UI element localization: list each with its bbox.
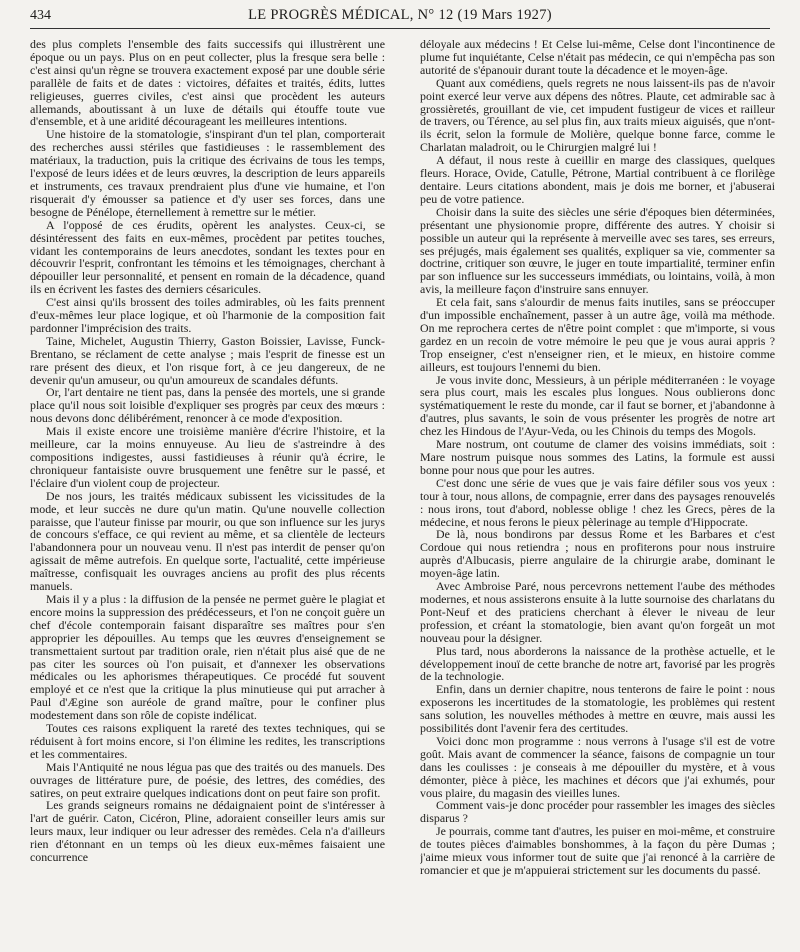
- paragraph: Taine, Michelet, Augustin Thierry, Gaston Boissier, Lavisse, Funck-Brentano, se réclament de cette analyse ; mais l'esprit de finesse est un rare présent des dieux, et l'on risque fort, à ce jeu dangereux, de ne devenir qu'un amuseur, ou qu'un amoureux de scandales défunts.: [30, 333, 385, 387]
- paragraph: Or, l'art dentaire ne tient pas, dans la pensée des mortels, une si grande place qu'il nous soit loisible d'expliquer ses progrès par ceux des mœurs : nous devons donc délibérément, renoncer à ce mode d'exposition.: [30, 385, 385, 426]
- paragraph: Les grands seigneurs romains ne dédaignaient point de s'intéresser à l'art de guérir. Caton, Cicéron, Pline, adoraient conseiller leurs amis sur leurs maux, leur indiquer ou leur adresser des remèdes. Cela n'a d'ailleurs rien d'étonnant en un temps où les dieux eux-mêmes faisaient une concurrence: [30, 798, 385, 865]
- paragraph: des plus complets l'ensemble des faits successifs qui illustrèrent une époque ou un pays. Plus on en peut collecter, plus la fresque sera belle : c'est ainsi qu'un règne se trouvera exactement exposé par une double série parallèle de faits et de dates : victoires, défaites et traités, édits, luttes religieuses, guerres civiles, c'est ainsi que procèdent les auteurs allemands, aboutissant à un luxe de détails qui étouffe toute vue d'ensemble, et à une aridité décourageant les meilleures intentions.: [30, 38, 385, 129]
- page-number: 434: [30, 8, 51, 23]
- paragraph: Mais il existe encore une troisième manière d'écrire l'histoire, et la meilleure, car la moins ennuyeuse. Au lieu de s'astreindre à des compositions indigestes, aussi fastidieuses à réunir qu'à écrire, le chroniqueur fantaisiste ouvre brusquement une fenêtre sur le passé, et l'éclaire d'un violent coup de projecteur.: [30, 424, 385, 490]
- paragraph: Toutes ces raisons expliquent la rareté des textes techniques, qui se réduisent à fort moins encore, si l'on élimine les redites, les transcriptions et les commentaires.: [30, 721, 385, 761]
- paragraph: C'est donc une série de vues que je vais faire défiler sous vos yeux : tour à tour, nous allons, de compagnie, errer dans des paysages renouvelés : nous irons, tout d'abord, noblesse oblige ! chez les Grecs, pères de la médecine, et nous ferons le pieux pèlerinage au temple d'Hippocrate.: [420, 475, 775, 529]
- paragraph: Une histoire de la stomatologie, s'inspirant d'un tel plan, comporterait des recherches aussi stériles que fastidieuses : le rassemblement des matériaux, la traduction, puis la critique des écrivains de tous les temps, l'exposé de leurs idées et de leurs œuvres, la description de leurs appareils et instruments, ces travaux prendraient plus d'une vie humaine, et l'on risquerait d'y émousser sa patience et d'y user ses forces, dans une besogne de Pénélope, éternellement à remettre sur le métier.: [30, 127, 385, 219]
- paragraph: Je vous invite donc, Messieurs, à un périple méditerranéen : le voyage sera plus court, mais les escales plus longues. Nous oublierons donc systématiquement le reste du monde, car il faut se borner, et j'abandonne à d'autres, plus savants, le soin de vous présenter les progrès de notre art chez les Hindous de l'Ayur-Veda, ou les Chinois du temps des Mogols.: [420, 372, 775, 439]
- page-header: [30, 6, 770, 29]
- paragraph: A l'opposé de ces érudits, opèrent les analystes. Ceux-ci, se désintéressent des faits en eux-mêmes, procèdent par petites touches, vidant les contemporains de leurs anecdotes, sondant les textes pour en découvrir l'esprit, confrontant les témoins et les témoignages, cherchant à dépouiller leur personnalité, et pensent en romain de la décadence, quand ils en écrivent les fastes des derniers césaricules.: [30, 217, 385, 297]
- paragraph: déloyale aux médecins ! Et Celse lui-même, Celse dont l'incontinence de plume fut inquiétante, Celse n'était pas médecin, ce qui n'empêcha pas son autorité de s'épanouir durant toute la décadence et le moyen-âge.: [420, 38, 775, 77]
- paragraph: A défaut, il nous reste à cueillir en marge des classiques, quelques fleurs. Horace, Ovide, Catulle, Pétrone, Martial contribuent à ce florilège dentaire. Leurs citations abondent, mais je dois me borner, et j'abuserai peu de votre patience.: [420, 153, 775, 206]
- paragraph: Et cela fait, sans s'alourdir de menus faits inutiles, sans se préoccuper d'un impossible enchaînement, passer à un autre âge, voilà ma méthode. On me reprochera certes de n'être point complet : que m'importe, si vous gardez en un recoin de votre mémoire le peu que je vous aurai appris ? Trop enseigner, c'est n'enseigner rien, et le mieux, en histoire comme ailleurs, est toujours l'ennemi du bien.: [420, 295, 775, 374]
- running-title: LE PROGRÈS MÉDICAL, N° 12 (19 Mars 1927): [248, 7, 552, 23]
- right-text-column: [420, 38, 775, 944]
- paragraph: Comment vais-je donc procéder pour rassembler les images des siècles disparus ?: [420, 798, 775, 826]
- left-text-column: [30, 38, 385, 944]
- paragraph: Je pourrais, comme tant d'autres, les puiser en moi-même, et construire de toutes pièces d'aimables bonshommes, à la façon du père Dumas ; j'aime mieux vous informer tout de suite que j'ai renoncé à la carrière de romancier et que je m'appuierai strictement sur les documents du passé.: [420, 824, 775, 877]
- paragraph: De nos jours, les traités médicaux subissent les vicissitudes de la mode, et leur succès ne dure qu'un matin. Qu'une nouvelle collection paraisse, que l'auteur finisse par mourir, ou que son influence sur les jurys de concours s'efface, ce qui revient au même, et sa clientèle de lecteurs l'abandonnera pour un nouveau venu. Il n'est pas interdit de penser qu'on agissait de même autrefois. En quelque sorte, l'actualité, cette impérieuse maîtresse, confisquait les ouvrages anciens au profit des plus récents manuels.: [30, 488, 385, 594]
- paragraph: Plus tard, nous aborderons la naissance de la prothèse actuelle, et le développement inouï de cette branche de notre art, favorisé par les progrès de la technologie.: [420, 643, 775, 684]
- paragraph: Mare nostrum, ont coutume de clamer des voisins immédiats, soit : Mare nostrum puisque nous sommes des Latins, la formule est aussi bonne pour nous que pour les autres.: [420, 437, 775, 477]
- paragraph: Choisir dans la suite des siècles une série d'époques bien déterminées, présentant une physionomie propre, différente des autres. Y choisir si possible un auteur qui la représente à merveille avec ses tares, ses erreurs, ses préjugés, mais également ses qualités, expliquer sa vie, commenter sa doctrine, critiquer son œuvre, le juger en toute impartialité, terminer enfin par son influence sur les successeurs immédiats, ou lointains, voilà, à mon avis, la meilleure façon d'instruire sans ennuyer.: [420, 204, 775, 297]
- paragraph: C'est ainsi qu'ils brossent des toiles admirables, où les faits prennent d'eux-mêmes leur place logique, et où l'harmonie de la composition fait pardonner l'imprécision des traits.: [30, 295, 385, 335]
- paragraph: Avec Ambroise Paré, nous percevrons nettement l'aube des méthodes modernes, et nous assisterons ensuite à la lutte sournoise des charlatans du Pont-Neuf et des praticiens cherchant à élever le niveau de leur profession, et créant la stomatologie, bien avant qu'on forgeât un mot nouveau pour la désigner.: [420, 579, 775, 645]
- paragraph: De là, nous bondirons par dessus Rome et les Barbares et c'est Cordoue qui nous retiendra ; nous en profiterons pour nous instruire auprès d'Albucasis, pierre angulaire de la chirurgie arabe, dominant le moyen-âge latin.: [420, 527, 775, 581]
- paragraph: Mais l'Antiquité ne nous légua pas que des traités ou des manuels. Des ouvrages de littérature pure, de poésie, des lettres, des comédies, des satires, on peut extraire quelques indications dont on peut faire son profit.: [30, 759, 385, 800]
- paragraph: Enfin, dans un dernier chapitre, nous tenterons de faire le point : nous exposerons les incertitudes de la stomatologie, les problèmes qui restent sans solution, les nouvelles méthodes à mettre en œuvre, mais aussi les possibilités dont l'avenir fera des certitudes.: [420, 682, 775, 736]
- paragraph: Mais il y a plus : la diffusion de la pensée ne permet guère le plagiat et encore moins la suppression des prédécesseurs, et l'on ne conçoit guère un chef d'école contemporain faisant disparaître ses maîtres pour s'en approprier les dépouilles. Au temps que les œuvres d'enseignement se transmettaient surtout par tradition orale, rien n'était plus aisé que de ne pas citer les sources où l'on puisait, et d'annexer les observations médicales ou les aphorismes thérapeutiques. Ce procédé fut souvent employé et ce n'est que la critique la plus minutieuse qui put arracher à Paul d'Ægine son auréole de grand maître, pour le confiner plus modestement dans son rôle de copiste indélicat.: [30, 591, 385, 723]
- paragraph: Voici donc mon programme : nous verrons à l'usage s'il est de votre goût. Mais avant de commencer la séance, faisons de compagnie un tour dans les coulisses : je conseais à me dépouiller du mystère, et à vous démonter, pièce à pièce, les machines et décors que j'ai exhumés, pour vous plaire, du magasin des vieilles lunes.: [420, 733, 775, 800]
- paragraph: Quant aux comédiens, quels regrets ne nous laissent-ils pas de n'avoir point exercé leur verve aux dépens des nôtres. Plaute, cet admirable sac à grossièretés, grouillant de vie, cet impudent fustigeur de vices et railleur de travers, ou Térence, au sel plus fin, aux traits mieux aiguisés, que n'ont-ils écrit, selon la formule de Molière, quelque bonne farce, comme le Charlatan maladroit, ou le Chirurgien malgré lui !: [420, 75, 775, 155]
